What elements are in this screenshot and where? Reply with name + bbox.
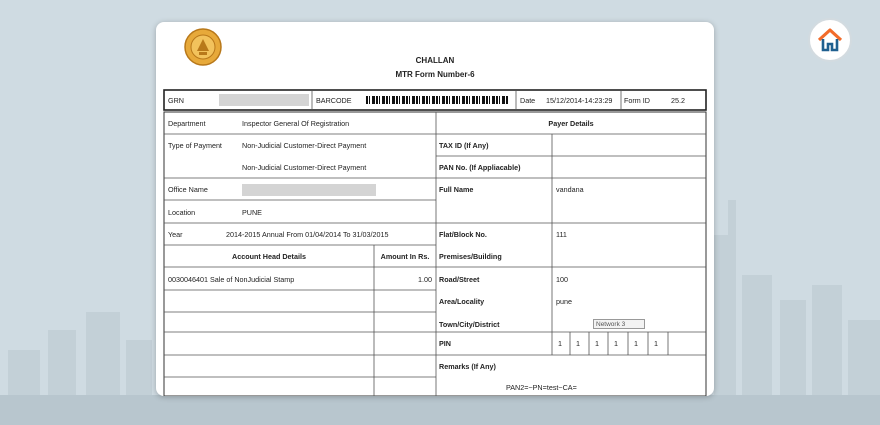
year-value: 2014-2015 Annual From 01/04/2014 To 31/03/2015 xyxy=(226,230,389,239)
type-of-payment-label: Type of Payment xyxy=(168,141,222,150)
type-of-payment-value: Non-Judicial Customer-Direct Payment xyxy=(242,141,367,150)
pin-digit: 1 xyxy=(595,339,599,348)
account-head-header: Account Head Details xyxy=(232,252,306,261)
form-title: CHALLAN xyxy=(415,56,455,65)
pin-digit: 1 xyxy=(654,339,658,348)
grn-label: GRN xyxy=(168,96,184,105)
road-value: 100 xyxy=(556,275,568,284)
date-value: 15/12/2014-14:23:29 xyxy=(546,96,613,105)
form-grid xyxy=(156,22,714,396)
pin-digit: 1 xyxy=(634,339,638,348)
barcode-image xyxy=(366,96,508,104)
payer-details-header: Payer Details xyxy=(548,119,594,128)
house-logo-icon xyxy=(816,26,844,54)
remarks-label: Remarks (If Any) xyxy=(439,362,496,371)
form-subtitle: MTR Form Number-6 xyxy=(395,70,475,79)
amount-header: Amount In Rs. xyxy=(380,252,430,261)
pin-digit: 1 xyxy=(576,339,580,348)
site-logo[interactable] xyxy=(808,18,852,62)
full-name-value: vandana xyxy=(556,185,584,194)
office-name-redacted xyxy=(242,184,376,196)
amount-value: 1.00 xyxy=(418,275,432,284)
premises-label: Premises/Building xyxy=(439,252,502,261)
area-label: Area/Locality xyxy=(439,297,485,306)
location-value: PUNE xyxy=(242,208,262,217)
pin-digit: 1 xyxy=(558,339,562,348)
office-name-label: Office Name xyxy=(168,185,208,194)
type-of-payment-value: Non-Judicial Customer-Direct Payment xyxy=(242,163,367,172)
area-value: pune xyxy=(556,297,572,306)
barcode-label: BARCODE xyxy=(316,96,352,105)
pin-label: PIN xyxy=(439,339,451,348)
challan-document xyxy=(156,22,714,396)
network-tooltip: Network 3 xyxy=(593,319,645,329)
flat-value: 111 xyxy=(556,230,567,239)
remarks-value: PAN2=~PN=test~CA= xyxy=(506,383,577,392)
account-head-value: 0030046401 Sale of NonJudicial Stamp xyxy=(168,275,295,284)
pan-label: PAN No. (If Appliacable) xyxy=(439,163,521,172)
grn-value-redacted xyxy=(219,94,309,106)
form-id-label: Form ID xyxy=(624,96,650,105)
year-label: Year xyxy=(168,230,183,239)
pin-digit: 1 xyxy=(614,339,618,348)
road-label: Road/Street xyxy=(439,275,480,284)
location-label: Location xyxy=(168,208,196,217)
full-name-label: Full Name xyxy=(439,185,474,194)
department-value: Inspector General Of Registration xyxy=(242,119,350,128)
town-label: Town/City/District xyxy=(439,320,500,329)
form-id-value: 25.2 xyxy=(671,96,685,105)
flat-label: Flat/Block No. xyxy=(439,230,487,239)
department-label: Department xyxy=(168,119,206,128)
date-label: Date xyxy=(520,96,536,105)
tax-id-label: TAX ID (If Any) xyxy=(439,141,489,150)
